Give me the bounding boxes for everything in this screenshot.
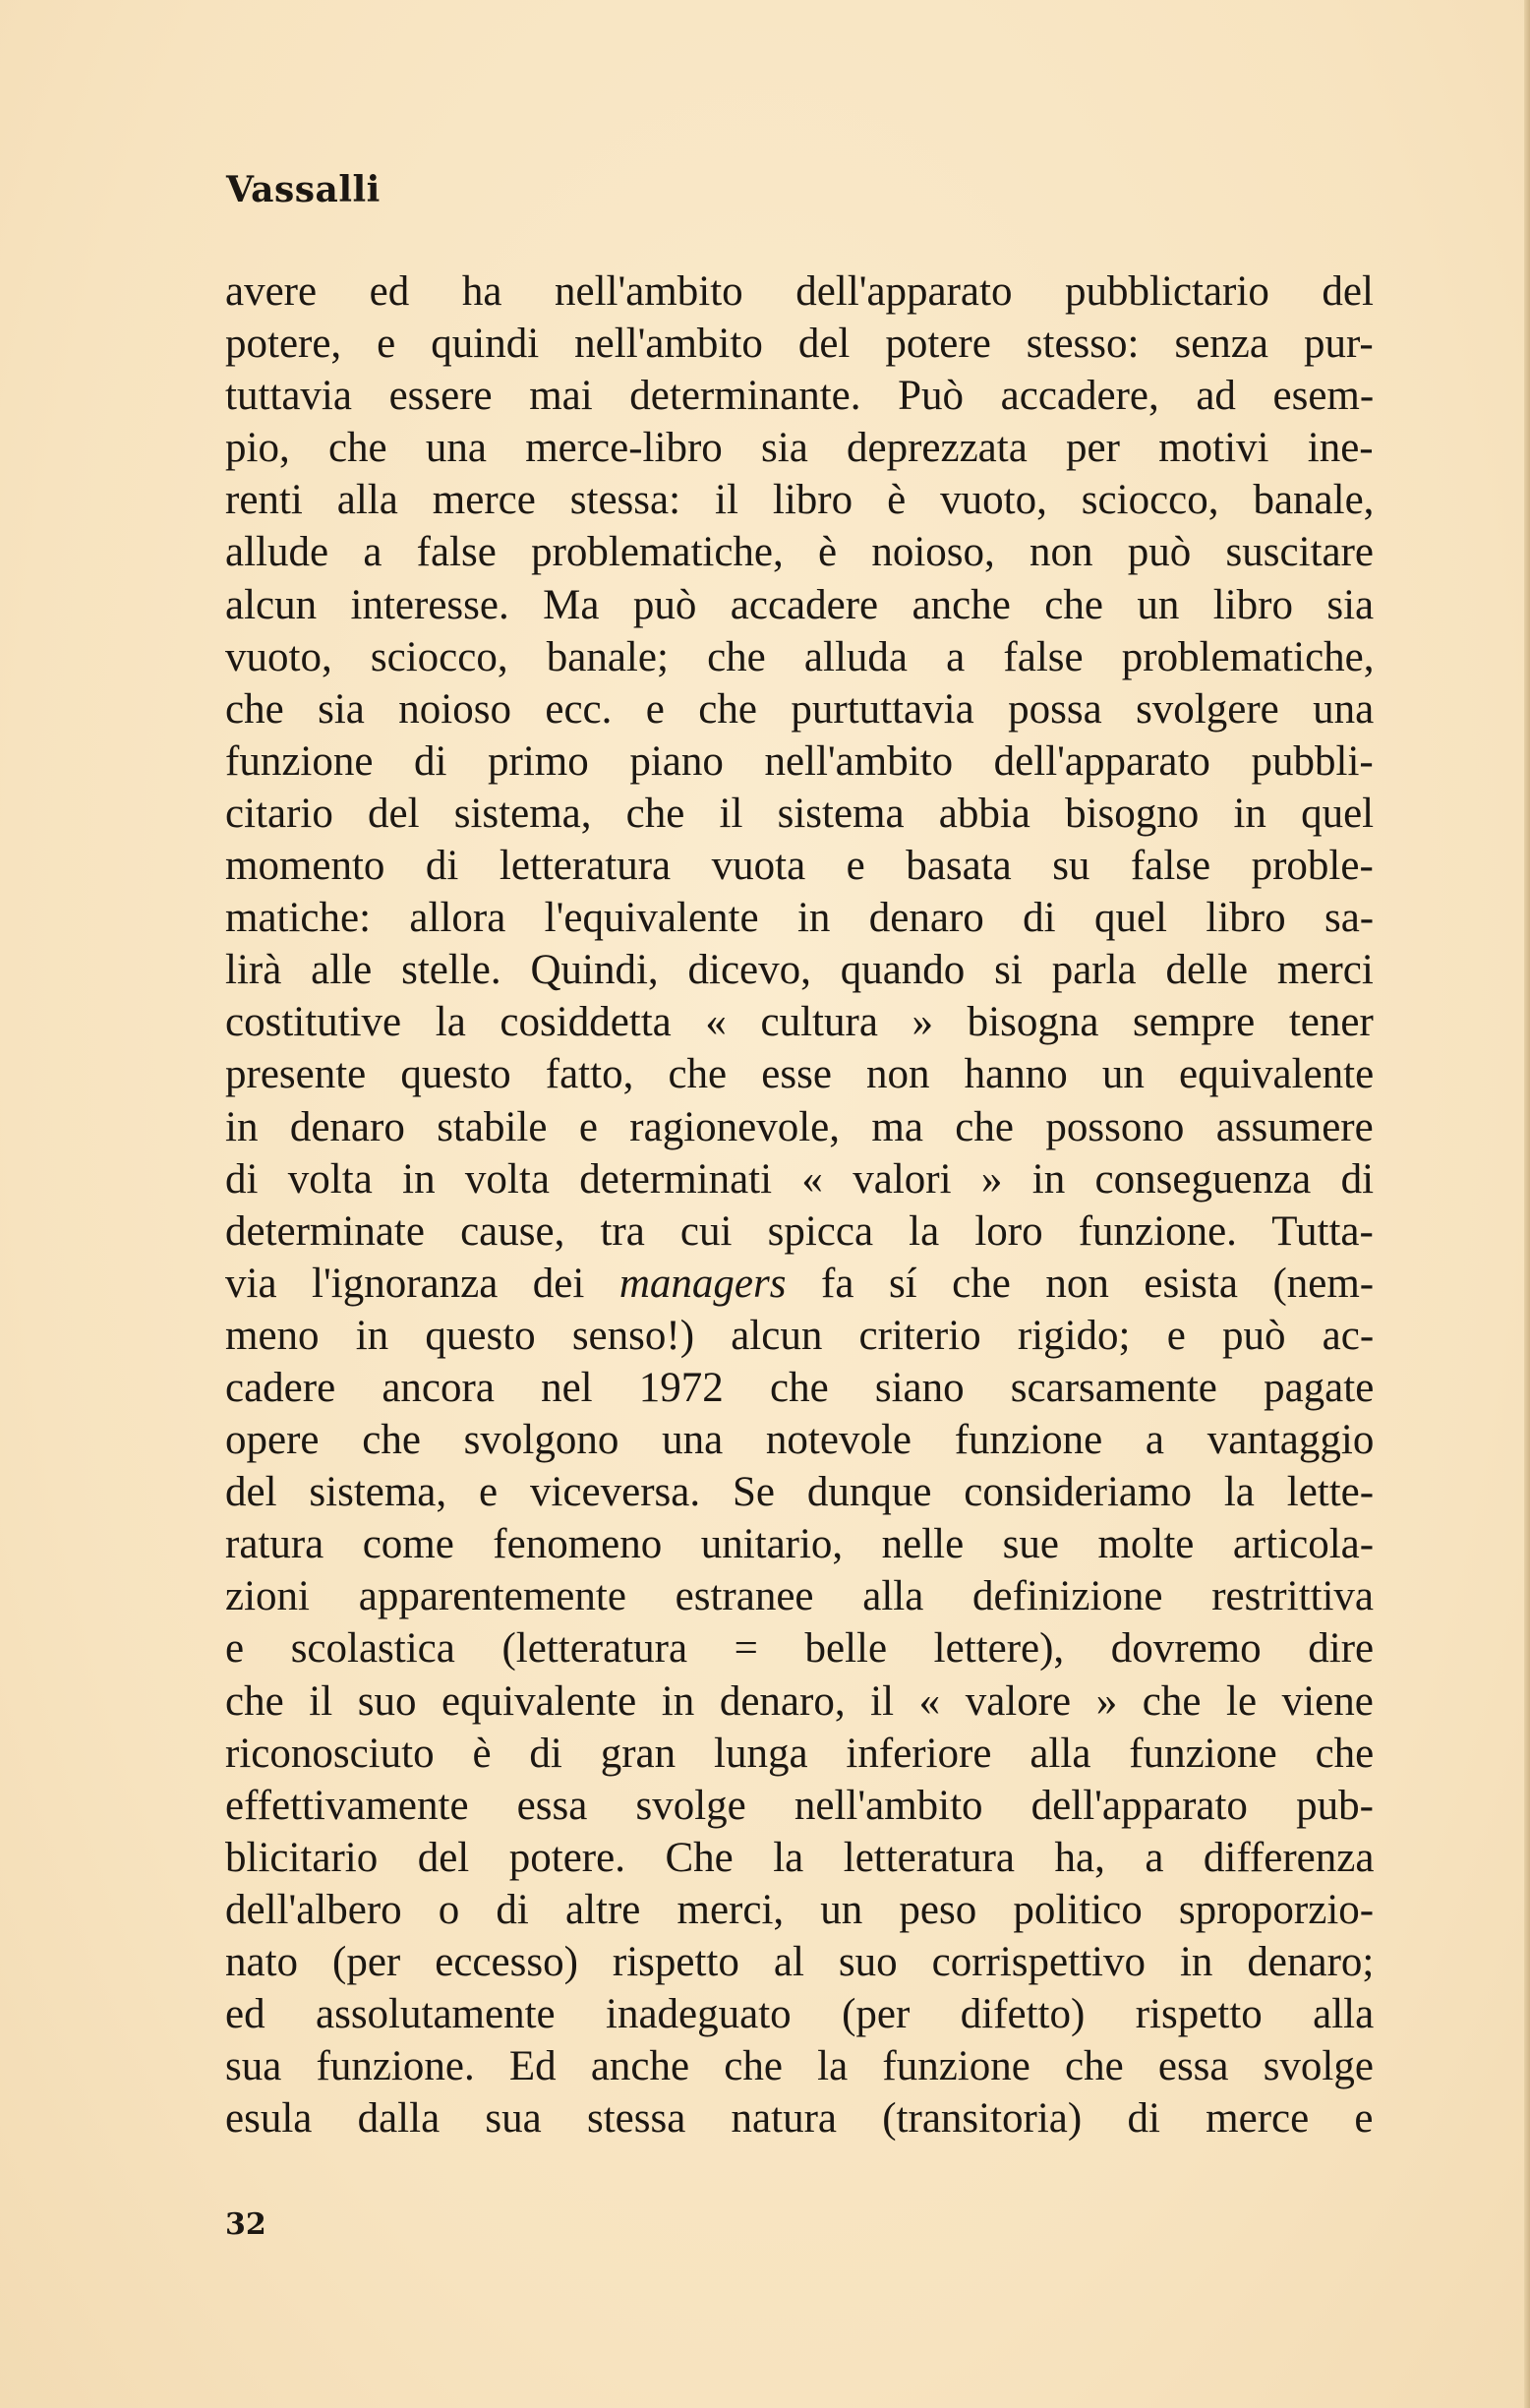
text-line: blicitario del potere. Che la letteratura ha, a differenza — [225, 1834, 1375, 1881]
text-line: citario del sistema, che il sistema abbia bisogno in quel — [225, 790, 1375, 837]
text-line: renti alla merce stessa: il libro è vuoto, sciocco, banale, — [225, 477, 1375, 524]
text-line: ed assolutamente inadeguato (per difetto) rispetto alla — [225, 1991, 1375, 2038]
text-line: e scolastica (letteratura = belle lettere), dovremo dire — [225, 1625, 1375, 1673]
text-line: riconosciuto è di gran lunga inferiore alla funzione che — [225, 1730, 1375, 1777]
text-line: alcun interesse. Ma può accadere anche che un libro sia — [225, 581, 1375, 628]
page-edge — [1524, 0, 1530, 2408]
emphasis: managers — [618, 1260, 787, 1307]
text-line: matiche: allora l'equivalente in denaro di quel libro sa- — [225, 895, 1375, 942]
text-line: opere che svolgono una notevole funzione a vantaggio — [225, 1417, 1375, 1464]
text-line: dell'albero o di altre merci, un peso politico sproporzio- — [225, 1886, 1375, 1933]
text-line: cadere ancora nel 1972 che siano scarsamente pagate — [225, 1364, 1375, 1411]
text-line: determinate cause, tra cui spicca la loro funzione. Tutta- — [225, 1207, 1374, 1255]
text-line: potere, e quindi nell'ambito del potere stesso: senza pur- — [225, 321, 1374, 368]
text-line: che sia noioso ecc. e che purtuttavia possa svolgere una — [225, 685, 1375, 733]
text-line: avere ed ha nell'ambito dell'apparato pubblictario del — [225, 268, 1374, 315]
text-line: effettivamente essa svolge nell'ambito dell'apparato pub- — [225, 1782, 1374, 1829]
text-line: tuttavia essere mai determinante. Può accadere, ad esem- — [225, 373, 1375, 420]
text-line: vuoto, sciocco, banale; che alluda a false problematiche, — [225, 633, 1375, 680]
text-line: funzione di primo piano nell'ambito dell'apparato pubbli- — [225, 737, 1374, 785]
text-line: presente questo fatto, che esse non hanno un equivalente — [225, 1051, 1375, 1098]
text-line: pio, che una merce-libro sia deprezzata per motivi ine- — [225, 425, 1374, 472]
text-line: che il suo equivalente in denaro, il « valore » che le viene — [225, 1677, 1374, 1725]
text-line: in denaro stabile e ragionevole, ma che possono assumere — [225, 1103, 1374, 1150]
text-line: del sistema, e viceversa. Se dunque consideriamo la lette- — [225, 1469, 1375, 1516]
text-segment: fa sí che non esista (nem- — [786, 1260, 1375, 1307]
text-line — [225, 1258, 1374, 1310]
text-line: di volta in volta determinati « valori » in conseguenza di — [225, 1155, 1375, 1203]
page-number: 32 — [225, 2207, 266, 2242]
text-line: meno in questo senso!) alcun criterio rigido; e può ac- — [225, 1312, 1375, 1359]
text-line: allude a false problematiche, è noioso, non può suscitare — [225, 529, 1374, 576]
text-line: costitutive la cosiddetta « cultura » bisogna sempre tener — [225, 999, 1374, 1046]
text-line: nato (per eccesso) rispetto al suo corrispettivo in denaro; — [225, 1939, 1375, 1985]
text-line: zioni apparentemente estranee alla definizione restrittiva — [225, 1573, 1375, 1620]
body-text — [225, 265, 1374, 2144]
text-segment: via l'ignoranza dei — [225, 1260, 619, 1307]
running-head: Vassalli — [226, 169, 381, 210]
text-line: esula dalla sua stessa natura (transitoria) di merce e — [225, 2095, 1374, 2143]
text-line: momento di letteratura vuota e basata su false proble- — [225, 843, 1374, 890]
text-line: lirà alle stelle. Quindi, dicevo, quando si parla delle merci — [225, 947, 1374, 994]
text-line: ratura come fenomeno unitario, nelle sue molte articola- — [225, 1521, 1375, 1568]
text-line: sua funzione. Ed anche che la funzione che essa svolge — [225, 2043, 1374, 2090]
